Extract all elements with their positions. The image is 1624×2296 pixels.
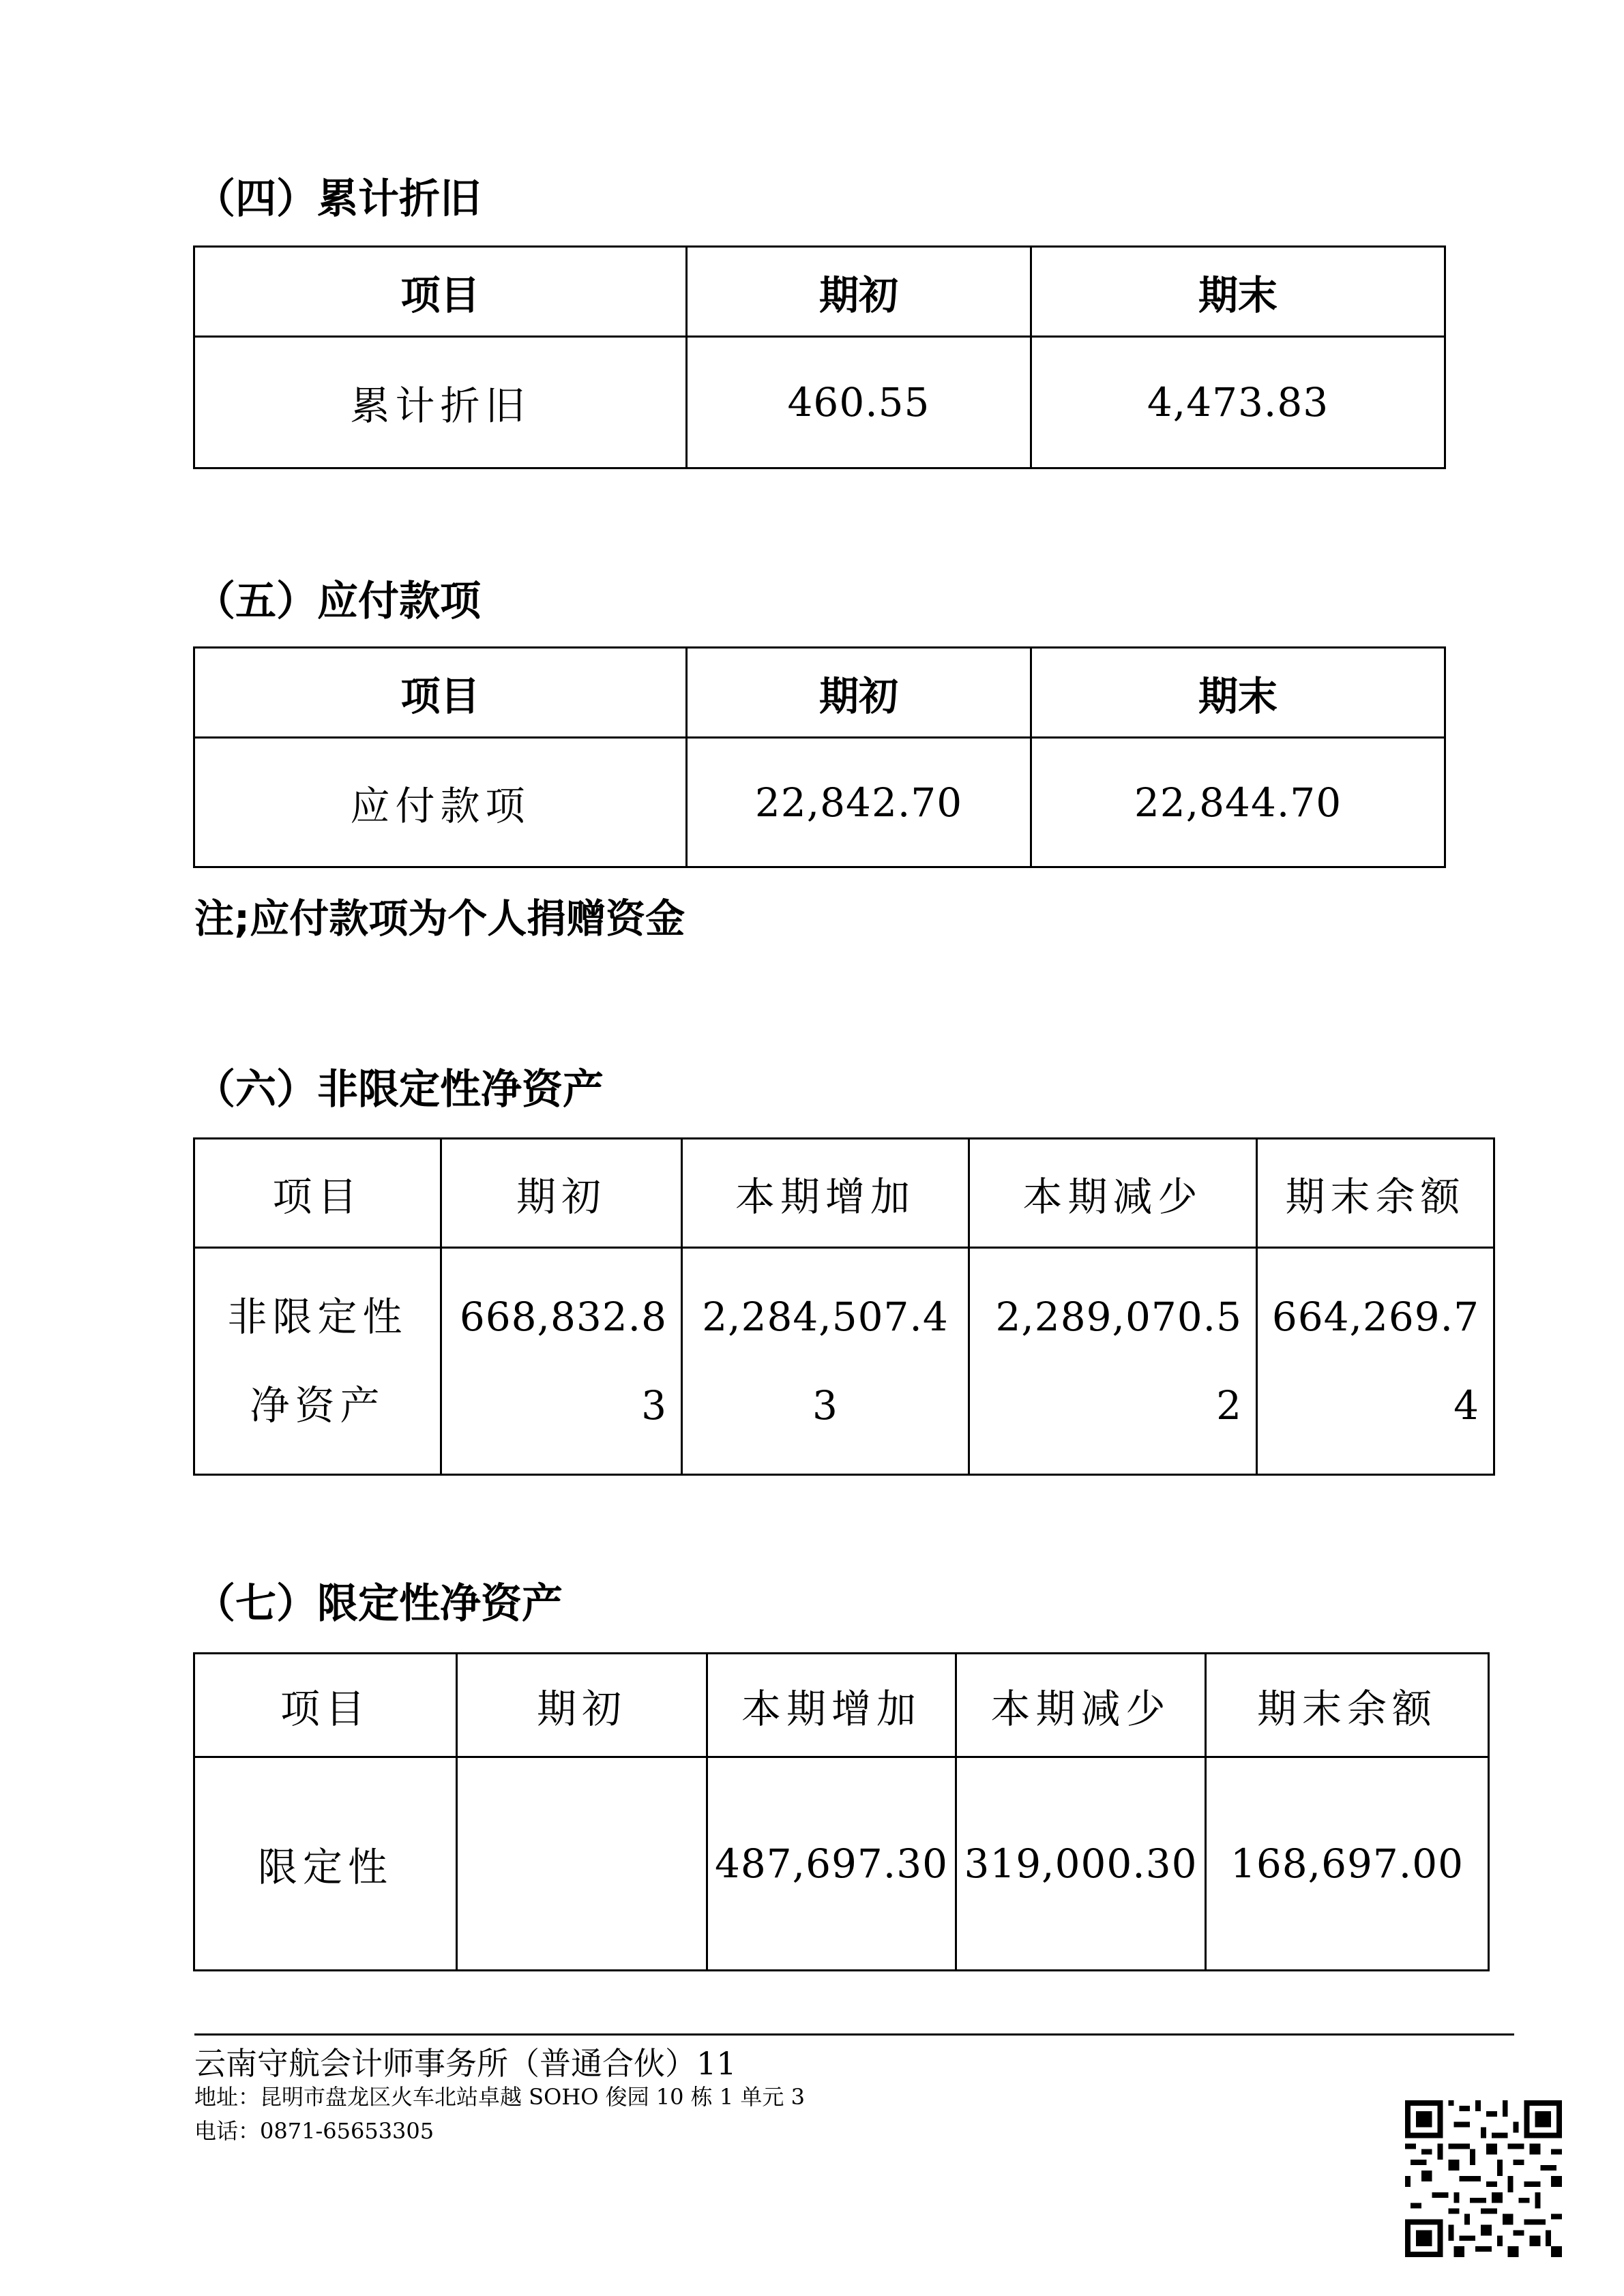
header-item: 项目	[194, 1654, 457, 1757]
note-accounts-payable: 注;应付款项为个人捐赠资金	[194, 895, 685, 942]
table-accumulated-depreciation	[193, 245, 1446, 469]
cell-begin: 22,842.70	[687, 738, 1031, 867]
cell-increase-text: 2,284,507.43	[702, 1294, 949, 1429]
cell-end: 22,844.70	[1031, 738, 1445, 867]
header-begin: 期初	[687, 247, 1031, 337]
header-increase: 本期增加	[707, 1654, 956, 1757]
qr-code-icon	[1405, 2100, 1562, 2257]
table-restricted-net-assets	[193, 1652, 1490, 1971]
cell-increase	[682, 1248, 969, 1475]
header-end: 期末	[1031, 247, 1445, 337]
header-item: 项目	[194, 1139, 441, 1248]
cell-decrease: 319,000.30	[956, 1757, 1206, 1971]
header-begin: 期初	[457, 1654, 707, 1757]
cell-item-text: 非限定性净资产	[227, 1294, 408, 1429]
cell-end: 4,473.83	[1031, 337, 1445, 468]
header-decrease: 本期减少	[956, 1654, 1206, 1757]
cell-item: 累计折旧	[194, 337, 687, 468]
table-accounts-payable	[193, 646, 1446, 868]
table-unrestricted-net-assets	[193, 1137, 1495, 1476]
header-end-balance: 期末余额	[1206, 1654, 1489, 1757]
section-title-accumulated-depreciation: （四）累计折旧	[194, 175, 481, 223]
header-begin: 期初	[687, 648, 1031, 738]
header-begin: 期初	[441, 1139, 682, 1248]
section-title-unrestricted-net-assets: （六）非限定性净资产	[194, 1066, 604, 1114]
header-item: 项目	[194, 247, 687, 337]
cell-end-balance	[1257, 1248, 1494, 1475]
cell-begin	[457, 1757, 707, 1971]
cell-item	[194, 1248, 441, 1475]
footer-firm-name: 云南守航会计师事务所（普通合伙）11	[194, 2045, 737, 2082]
cell-begin-text: 668,832.83	[459, 1294, 667, 1429]
cell-decrease-text: 2,289,070.52	[995, 1294, 1242, 1429]
cell-item: 应付款项	[194, 738, 687, 867]
header-end-balance: 期末余额	[1257, 1139, 1494, 1248]
section-title-accounts-payable: （五）应付款项	[194, 578, 481, 625]
cell-end-balance: 168,697.00	[1206, 1757, 1489, 1971]
cell-increase: 487,697.30	[707, 1757, 956, 1971]
cell-begin	[441, 1248, 682, 1475]
table-row	[194, 1757, 1489, 1971]
footer-address: 地址：昆明市盘龙区火车北站卓越 SOHO 俊园 10 栋 1 单元 3	[194, 2084, 805, 2110]
cell-begin: 460.55	[687, 337, 1031, 468]
header-item: 项目	[194, 648, 687, 738]
footer-divider	[194, 2033, 1514, 2036]
header-end: 期末	[1031, 648, 1445, 738]
section-title-restricted-net-assets: （七）限定性净资产	[194, 1580, 563, 1628]
header-increase: 本期增加	[682, 1139, 969, 1248]
table-row	[194, 738, 1445, 867]
footer-phone: 电话：0871-65653305	[194, 2118, 434, 2144]
cell-decrease	[969, 1248, 1257, 1475]
cell-end-balance-text: 664,269.74	[1271, 1294, 1479, 1429]
cell-item: 限定性	[194, 1757, 457, 1971]
table-row	[194, 337, 1445, 468]
table-row	[194, 1248, 1494, 1475]
header-decrease: 本期减少	[969, 1139, 1257, 1248]
